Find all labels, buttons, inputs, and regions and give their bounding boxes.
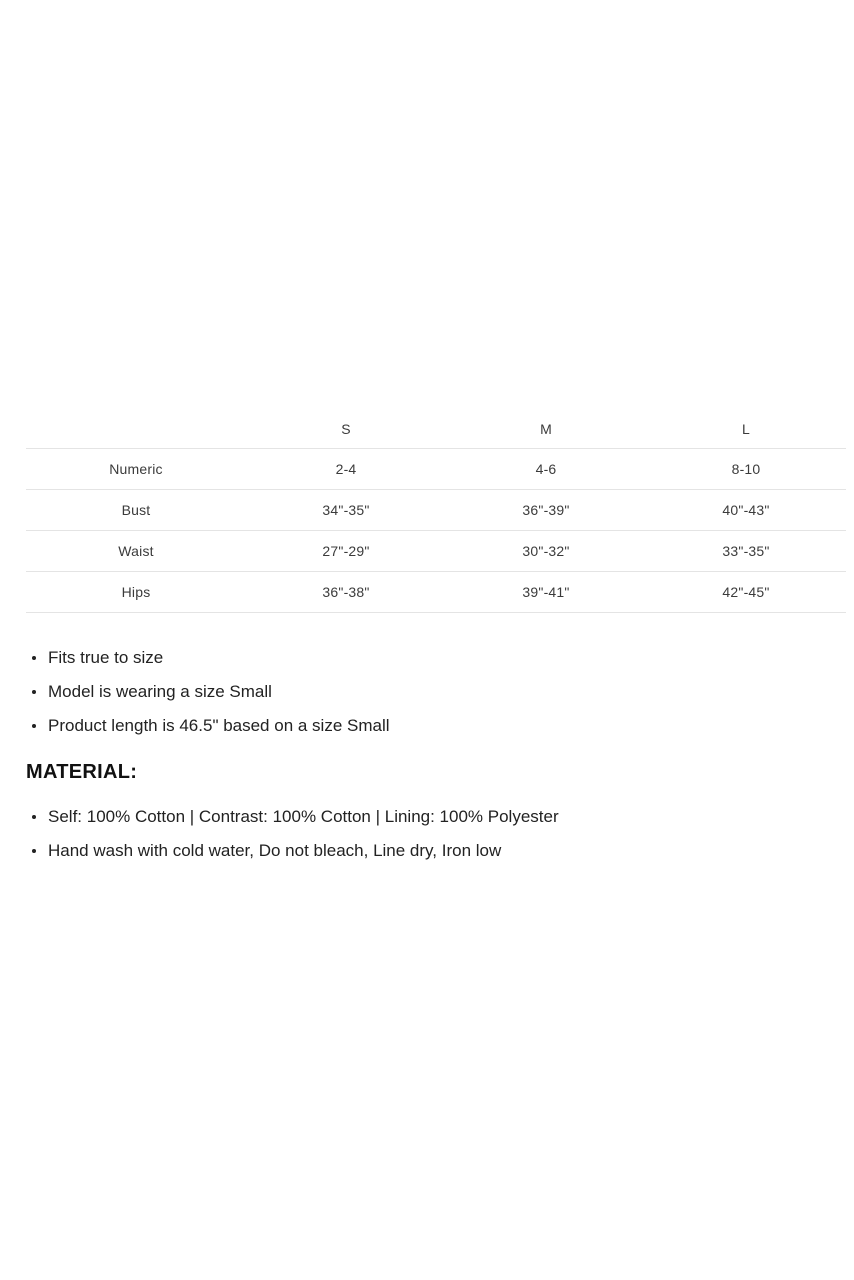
size-chart-header-row	[26, 410, 846, 448]
size-chart-row-label: Waist	[118, 542, 154, 559]
size-chart-header-l: L	[742, 420, 750, 437]
size-chart-cell: 34"-35"	[322, 501, 370, 518]
size-chart-cell: 2-4	[335, 460, 357, 477]
size-chart-cell: 4-6	[535, 460, 557, 477]
size-chart-cell: 33"-35"	[722, 542, 770, 559]
size-chart-header-s: S	[341, 420, 351, 437]
list-item: Hand wash with cold water, Do not bleach, Line dry, Iron low	[26, 834, 854, 868]
size-chart-cell: 30"-32"	[522, 542, 570, 559]
size-chart-row-waist	[26, 530, 846, 571]
material-list	[26, 800, 854, 868]
size-chart-row-label: Hips	[121, 583, 151, 600]
size-chart-cell: 27"-29"	[322, 542, 370, 559]
size-chart-row-label: Numeric	[109, 460, 163, 477]
size-chart-row-bust	[26, 489, 846, 530]
size-chart-cell: 42"-45"	[722, 583, 770, 600]
size-chart-cell: 8-10	[731, 460, 761, 477]
list-item: Self: 100% Cotton | Contrast: 100% Cotton | Lining: 100% Polyester	[26, 800, 854, 834]
list-item: Product length is 46.5" based on a size Small	[26, 709, 854, 743]
size-chart-cell: 40"-43"	[722, 501, 770, 518]
size-chart-row-label: Bust	[121, 501, 151, 518]
size-chart-cell: 36"-38"	[322, 583, 370, 600]
material-heading: MATERIAL:	[26, 760, 138, 783]
size-chart-table	[26, 410, 846, 613]
size-chart-row-numeric	[26, 448, 846, 489]
size-chart-header-empty	[26, 410, 246, 448]
size-chart-header-m: M	[540, 420, 552, 437]
size-chart-cell: 39"-41"	[522, 583, 570, 600]
size-chart-cell: 36"-39"	[522, 501, 570, 518]
list-item: Model is wearing a size Small	[26, 675, 854, 709]
list-item: Fits true to size	[26, 641, 854, 675]
fit-details-list	[26, 641, 854, 743]
size-chart-row-hips	[26, 571, 846, 612]
